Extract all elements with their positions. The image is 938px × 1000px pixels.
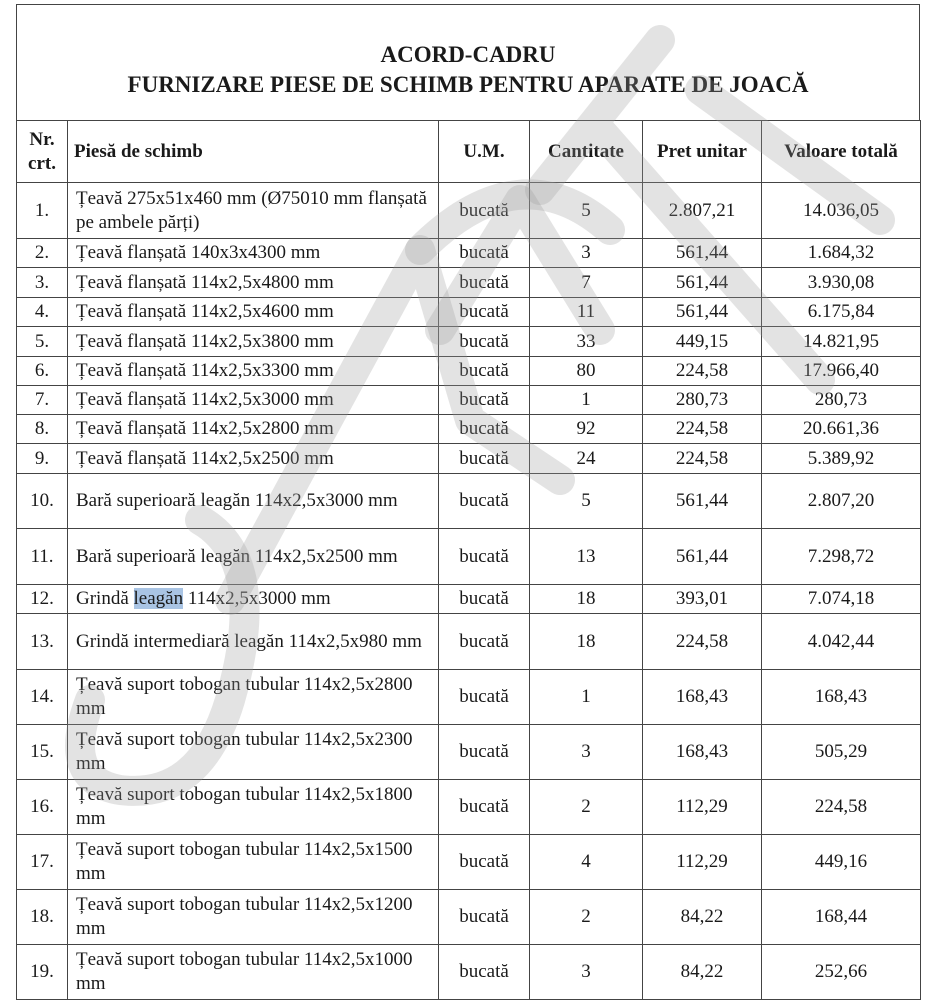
document-title: ACORD-CADRU	[380, 42, 556, 67]
unit: bucată	[439, 835, 530, 890]
document-title-box	[16, 4, 920, 120]
quantity: 24	[530, 444, 643, 474]
table-row	[17, 415, 921, 444]
total-value: 252,66	[762, 945, 921, 1000]
unit-price: 561,44	[643, 239, 762, 268]
total-value: 7.074,18	[762, 585, 921, 614]
row-number: 14.	[17, 670, 68, 725]
part-name-text: 114x2,5x3000 mm	[183, 588, 331, 609]
unit: bucată	[439, 780, 530, 835]
row-number: 2.	[17, 239, 68, 268]
table-row	[17, 298, 921, 327]
total-value: 224,58	[762, 780, 921, 835]
unit-price: 280,73	[643, 386, 762, 415]
header-pret: Pret unitar	[643, 121, 762, 183]
part-name: Țeavă flanșată 114x2,5x2800 mm	[68, 415, 439, 444]
unit: bucată	[439, 183, 530, 239]
total-value: 17.966,40	[762, 357, 921, 386]
unit-price: 112,29	[643, 780, 762, 835]
row-number: 13.	[17, 614, 68, 670]
header-cantitate: Cantitate	[530, 121, 643, 183]
table-row	[17, 725, 921, 780]
row-number: 18.	[17, 890, 68, 945]
table-row	[17, 529, 921, 585]
total-value: 280,73	[762, 386, 921, 415]
quantity: 13	[530, 529, 643, 585]
unit: bucată	[439, 945, 530, 1000]
row-number: 8.	[17, 415, 68, 444]
part-name: Țeavă flanșată 114x2,5x2500 mm	[68, 444, 439, 474]
quantity: 2	[530, 890, 643, 945]
quantity: 3	[530, 239, 643, 268]
header-um: U.M.	[439, 121, 530, 183]
table-row	[17, 239, 921, 268]
table-row	[17, 614, 921, 670]
unit: bucată	[439, 357, 530, 386]
total-value: 6.175,84	[762, 298, 921, 327]
total-value: 505,29	[762, 725, 921, 780]
header-piesa: Piesă de schimb	[68, 121, 439, 183]
part-name: Țeavă suport tobogan tubular 114x2,5x1000 mm	[68, 945, 439, 1000]
unit: bucată	[439, 725, 530, 780]
table-row	[17, 357, 921, 386]
total-value: 7.298,72	[762, 529, 921, 585]
unit-price: 224,58	[643, 614, 762, 670]
table-row	[17, 386, 921, 415]
quantity: 1	[530, 670, 643, 725]
unit-price: 561,44	[643, 268, 762, 298]
table-row	[17, 585, 921, 614]
total-value: 4.042,44	[762, 614, 921, 670]
unit-price: 224,58	[643, 444, 762, 474]
table-row	[17, 327, 921, 357]
unit-price: 561,44	[643, 298, 762, 327]
unit-price: 168,43	[643, 725, 762, 780]
row-number: 16.	[17, 780, 68, 835]
unit-price: 561,44	[643, 529, 762, 585]
row-number: 9.	[17, 444, 68, 474]
row-number: 6.	[17, 357, 68, 386]
table-row	[17, 890, 921, 945]
unit: bucată	[439, 298, 530, 327]
part-name: Grindă intermediară leagăn 114x2,5x980 mm	[68, 614, 439, 670]
header-nr: Nr. crt.	[17, 121, 68, 183]
quantity: 33	[530, 327, 643, 357]
quantity: 5	[530, 474, 643, 529]
unit-price: 449,15	[643, 327, 762, 357]
unit: bucată	[439, 614, 530, 670]
unit: bucată	[439, 268, 530, 298]
total-value: 5.389,92	[762, 444, 921, 474]
row-number: 4.	[17, 298, 68, 327]
total-value: 168,44	[762, 890, 921, 945]
row-number: 17.	[17, 835, 68, 890]
table-row	[17, 780, 921, 835]
unit-price: 393,01	[643, 585, 762, 614]
quantity: 1	[530, 386, 643, 415]
document-subtitle: FURNIZARE PIESE DE SCHIMB PENTRU APARATE DE JOACĂ	[127, 72, 809, 97]
unit-price: 168,43	[643, 670, 762, 725]
row-number: 11.	[17, 529, 68, 585]
row-number: 3.	[17, 268, 68, 298]
part-name: Țeavă suport tobogan tubular 114x2,5x1800 mm	[68, 780, 439, 835]
part-name: Țeavă suport tobogan tubular 114x2,5x2300 mm	[68, 725, 439, 780]
unit: bucată	[439, 239, 530, 268]
unit: bucată	[439, 670, 530, 725]
row-number: 7.	[17, 386, 68, 415]
unit-price: 84,22	[643, 890, 762, 945]
total-value: 1.684,32	[762, 239, 921, 268]
part-name: Țeavă flanșată 114x2,5x4800 mm	[68, 268, 439, 298]
unit-price: 2.807,21	[643, 183, 762, 239]
unit: bucată	[439, 585, 530, 614]
row-number: 19.	[17, 945, 68, 1000]
quantity: 80	[530, 357, 643, 386]
quantity: 18	[530, 614, 643, 670]
part-name: Bară superioară leagăn 114x2,5x2500 mm	[68, 529, 439, 585]
row-number: 15.	[17, 725, 68, 780]
unit: bucată	[439, 444, 530, 474]
quantity: 3	[530, 725, 643, 780]
table-header-row	[17, 121, 921, 183]
quantity: 2	[530, 780, 643, 835]
parts-table	[16, 120, 921, 1000]
part-name: Bară superioară leagăn 114x2,5x3000 mm	[68, 474, 439, 529]
part-name: Țeavă flanșată 114x2,5x4600 mm	[68, 298, 439, 327]
row-number: 1.	[17, 183, 68, 239]
unit: bucată	[439, 890, 530, 945]
total-value: 168,43	[762, 670, 921, 725]
quantity: 18	[530, 585, 643, 614]
table-row	[17, 474, 921, 529]
total-value: 14.036,05	[762, 183, 921, 239]
total-value: 2.807,20	[762, 474, 921, 529]
part-name: Țeavă suport tobogan tubular 114x2,5x2800 mm	[68, 670, 439, 725]
part-name: Țeavă suport tobogan tubular 114x2,5x1200 mm	[68, 890, 439, 945]
unit: bucată	[439, 386, 530, 415]
unit: bucată	[439, 327, 530, 357]
unit: bucată	[439, 474, 530, 529]
quantity: 4	[530, 835, 643, 890]
quantity: 11	[530, 298, 643, 327]
unit: bucată	[439, 529, 530, 585]
unit-price: 561,44	[643, 474, 762, 529]
total-value: 449,16	[762, 835, 921, 890]
part-name: Țeavă suport tobogan tubular 114x2,5x1500 mm	[68, 835, 439, 890]
table-row	[17, 945, 921, 1000]
part-name-text: Grindă	[76, 588, 134, 609]
total-value: 3.930,08	[762, 268, 921, 298]
part-name	[68, 585, 439, 614]
table-row	[17, 670, 921, 725]
total-value: 20.661,36	[762, 415, 921, 444]
part-name: Țeavă 275x51x460 mm (Ø75010 mm flanșată pe ambele părți)	[68, 183, 439, 239]
quantity: 92	[530, 415, 643, 444]
unit-price: 84,22	[643, 945, 762, 1000]
row-number: 5.	[17, 327, 68, 357]
selected-text: leagăn	[133, 588, 184, 609]
quantity: 5	[530, 183, 643, 239]
row-number: 12.	[17, 585, 68, 614]
unit: bucată	[439, 415, 530, 444]
part-name: Țeavă flanșată 140x3x4300 mm	[68, 239, 439, 268]
table-row	[17, 444, 921, 474]
table-row	[17, 835, 921, 890]
row-number: 10.	[17, 474, 68, 529]
unit-price: 224,58	[643, 357, 762, 386]
part-name: Țeavă flanșată 114x2,5x3800 mm	[68, 327, 439, 357]
part-name: Țeavă flanșată 114x2,5x3000 mm	[68, 386, 439, 415]
quantity: 3	[530, 945, 643, 1000]
unit-price: 112,29	[643, 835, 762, 890]
total-value: 14.821,95	[762, 327, 921, 357]
table-row	[17, 268, 921, 298]
header-valoare: Valoare totală	[762, 121, 921, 183]
table-row	[17, 183, 921, 239]
quantity: 7	[530, 268, 643, 298]
unit-price: 224,58	[643, 415, 762, 444]
part-name: Țeavă flanșată 114x2,5x3300 mm	[68, 357, 439, 386]
